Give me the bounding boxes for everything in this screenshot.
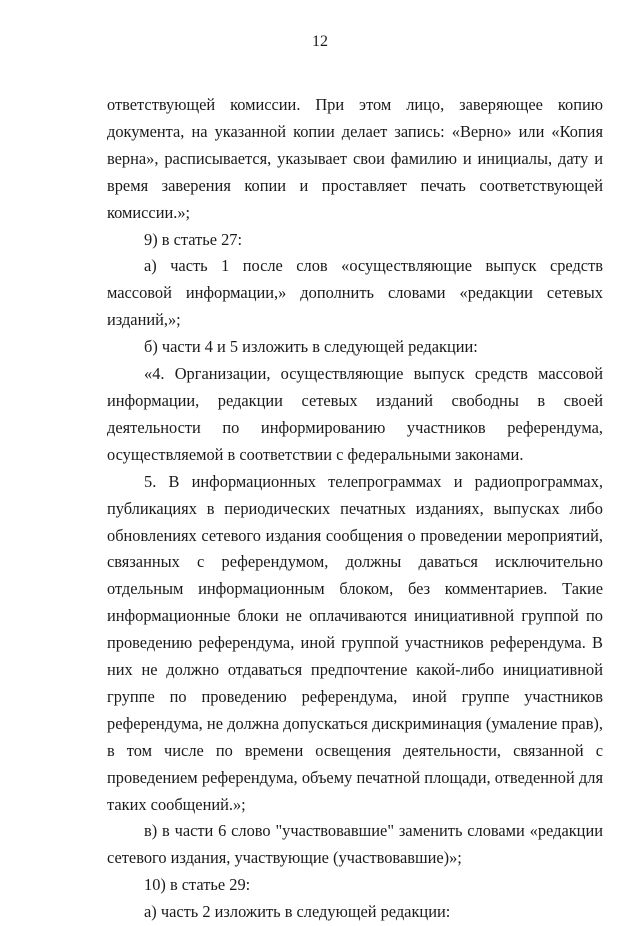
paragraph-item-9a: а) часть 1 после слов «осуществляющие выпуск средств массовой информации,» дополнить словами «редакции сетевых изданий,»; [107,256,603,330]
paragraph-part-4: «4. Организации, осуществляющие выпуск средств массовой информации, редакции сетевых изданий свободны в своей деятельности по информированию участников референдума, осуществляемой в соответствии с федеральными законами. [107,364,603,464]
page-number: 12 [312,33,328,50]
paragraph-item-10a: а) часть 2 изложить в следующей редакции: [144,902,451,922]
document-body [107,92,603,926]
paragraph-part-5: 5. В информационных телепрограммах и радиопрограммах, публикациях в периодических печатных изданиях, выпусках либо обновлениях сетевого издания сообщения о проведении мероприятий, связанных с референдумом, должны даваться исключительно отдельным информационным блоком, без комментариев. Такие информационные блоки не оплачиваются инициативной группой по проведению референдума, иной группой участников референдума. В них не должно отдаваться предпочтение какой-либо инициативной группе по проведению референдума, иной группе участников референдума, не должна допускаться дискриминация (умаление прав), в том числе по времени освещения деятельности, связанной с проведением референдума, объему печатной площади, отведенной для таких сообщений.»; [107,471,603,814]
paragraph-item-9: 9) в статье 27: [144,229,243,249]
paragraph-continuation: ответствующей комиссии. При этом лицо, заверяющее копию документа, на указанной копии делает запись: «Верно» или «Копия верна», расписывается, указывает свои фамилию и инициалы, дату и время заверения копии и проставляет печать соответствующей комиссии.»; [107,95,603,222]
paragraph-item-9v: в) в части 6 слово "участвовавшие" заменить словами «редакции сетевого издания, участвующие (участвовавшие)»; [107,821,603,868]
paragraph-item-10: 10) в статье 29: [144,875,251,895]
paragraph-item-9b: б) части 4 и 5 изложить в следующей редакции: [144,337,478,357]
